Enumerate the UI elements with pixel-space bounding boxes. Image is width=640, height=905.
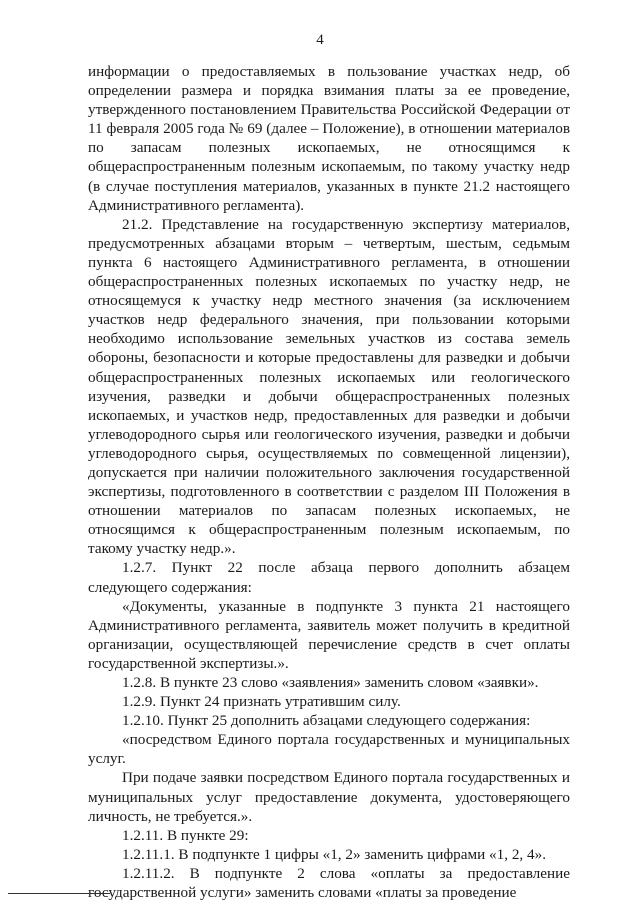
document-body: [88, 62, 570, 902]
paragraph-1-2-10: 1.2.10. Пункт 25 дополнить абзацами следующего содержания:: [122, 712, 531, 730]
paragraph-continuation: информации о предоставляемых в пользование участках недр, об определении размера и порядка взимания платы за ее проведение, утвержденного постановлением Правительства Российской Федерации от 11 февраля 2005 года № 69 (далее – Положение), в отношении материалов по запасам полезных ископаемых, не относящимся к общераспространенным полезным ископаемым, по такому участку недр (в случае поступления материалов, указанных в пункте 21.2 настоящего Административного регламента).: [88, 63, 570, 214]
paragraph-1-2-9: 1.2.9. Пункт 24 признать утратившим силу.: [122, 693, 401, 711]
paragraph-portal-application: При подаче заявки посредством Единого портала государственных и муниципальных услуг предоставление документа, удостоверяющего личность, не требуется.».: [88, 769, 570, 825]
paragraph-1-2-11-1: 1.2.11.1. В подпункте 1 цифры «1, 2» заменить цифрами «1, 2, 4».: [122, 845, 547, 863]
paragraph-1-2-11-2: 1.2.11.2. В подпункте 2 слова «оплаты за предоставление государственной услуги» заменить словами «платы за проведение: [88, 864, 570, 902]
paragraph-quote-documents: «Документы, указанные в подпункте 3 пункта 21 настоящего Административного регламента, заявитель может получить в кредитной организации, осуществляющей перечисление средств в счет оплаты государственной экспертизы.».: [88, 597, 570, 672]
paragraph-21-2: 21.2. Представление на государственную экспертизу материалов, предусмотренных абзацами вторым – четвертым, шестым, седьмым пункта 6 настоящего Административного регламента, в отношении общераспространенных полезных ископаемых по участку недр, не относящемуся к участку недр местного значения (за исключением участков недр федерального значения, при пользовании которыми необходимо использование земельных участков из состава земель обороны, безопасности и которые предоставлены для разведки и добычи общераспространенных полезных ископаемых или геологического изучения, разведки и добычи общераспространенных полезных ископаемых, и участков недр, предоставленных для разведки и добычи углеводородного сырья или геологического изучения, разведки и добычи углеводородного сырья, осуществляемых по совмещенной лицензии), допускается при наличии положительного заключения государственной экспертизы, подготовленного в соответствии с разделом III Положения в отношении материалов по запасам полезных ископаемых, не относящимся к общераспространенным полезным ископаемым, по такому участку недр.».: [88, 215, 570, 558]
paragraph-1-2-8: 1.2.8. В пункте 23 слово «заявления» заменить словом «заявки».: [122, 674, 539, 691]
page-number: 4: [316, 32, 324, 48]
paragraph-quote-portal: «посредством Единого портала государственных и муниципальных услуг.: [88, 731, 570, 768]
paragraph-1-2-7: 1.2.7. Пункт 22 после абзаца первого дополнить абзацем следующего содержания:: [88, 559, 570, 596]
footnote-divider: [8, 893, 110, 894]
paragraph-1-2-11: 1.2.11. В пункте 29:: [122, 826, 249, 844]
